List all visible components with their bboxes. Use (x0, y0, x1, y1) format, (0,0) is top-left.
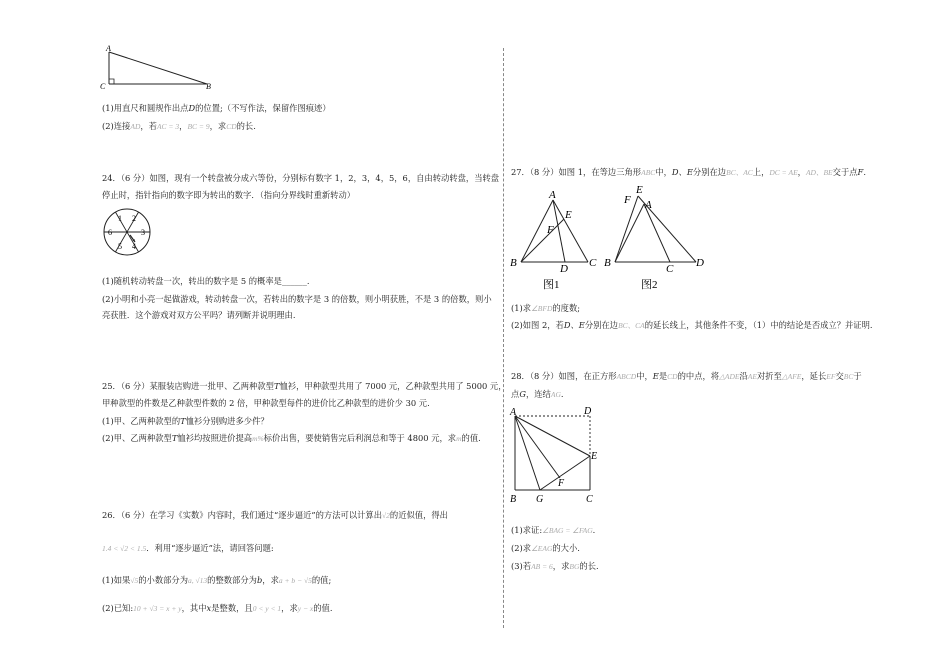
fig1-label-C: C (589, 257, 597, 269)
fig1-label-E: E (565, 209, 572, 221)
fig1-label-B: B (510, 257, 517, 269)
label-C: C (100, 82, 106, 91)
fig2-caption: 图2 (641, 279, 658, 291)
q25-part1: (1)甲、乙两种款型的T恤衫分别购进多少件？ (102, 416, 269, 426)
label-A: A (106, 44, 111, 53)
q23-part1: (1)用直尺和圆规作出点D的位置;（不写作法，保留作图痕迹） (102, 103, 331, 113)
sq-label-B: B (510, 494, 517, 505)
label-B: B (206, 82, 211, 91)
spinner-number-6: 6 (108, 228, 112, 237)
q24-part2-line2: 亮获胜．这个游戏对双方公平吗？请列断并说明理由. (102, 310, 296, 320)
sq-label-A: A (510, 407, 517, 418)
q25-stem-line1: 25．（6 分）某服装店购进一批甲、乙两种款型T恤衫，甲种款型共用了 7000 元，乙种款型共用了 5000 元， (102, 381, 507, 391)
spinner-number-2: 2 (132, 214, 136, 223)
q24-part2-line1: (2)小明和小亮一起做游戏，转动转盘一次，若转出的数字是 3 的倍数，则小明获胜，不是 3 的倍数，则小 (102, 294, 492, 304)
fig2-label-C: C (666, 263, 674, 275)
q27-figure-2 (602, 186, 710, 292)
q28-stem-line1: 28．（8 分）如图，在正方形ABCD中，E是CD的中点，将△ADE沿AE对折至△AFE，延长EF交BC于 (511, 371, 862, 381)
fig2-label-F: F (624, 194, 631, 206)
fig1-caption: 图1 (543, 279, 560, 291)
q24-part1: (1)随机转动转盘一次，转出的数字是 5 的概率是______. (102, 276, 310, 286)
spinner-number-3: 3 (141, 228, 145, 237)
q26-part2: (2)已知:10 + √3 = x + y，其中x是整数，且0 < y < 1，求y − x的值. (102, 603, 333, 613)
fig2-label-D: D (696, 257, 704, 269)
column-divider (503, 48, 504, 628)
fig2-label-B: B (604, 257, 611, 269)
sq-label-F: F (558, 478, 565, 489)
q24-stem-line2: 停止时，指针指向的数字即为转出的数字．（指向分界线时重新转动） (102, 190, 356, 200)
q27-figure-1 (508, 186, 608, 292)
q27-part2: (2)如图 2，若D、E分别在边BC、CA的延长线上，其他条件不变，（1）中的结论是否成立？并证明. (511, 320, 873, 330)
q28-square-figure (508, 404, 608, 506)
fig1-label-A: A (549, 189, 556, 201)
q28-stem-line2: 点G，连结AG. (511, 389, 564, 399)
fig2-label-A: A (645, 199, 652, 211)
sq-label-D: D (584, 406, 592, 417)
q23-part2: (2)连接AD，若AC = 3，BC = 9，求CD的长. (102, 121, 256, 131)
q25-stem-line2: 甲种款型的件数是乙种款型件数的 2 倍，甲种款型每件的进价比乙种款型的进价少 30 元. (102, 398, 430, 408)
q25-part2: (2)甲、乙两种款型T恤衫均按照进价提高m%标价出售，要使销售完后利润总和等于 4800 元，求m的值. (102, 433, 481, 443)
q28-part1: (1)求证:∠BAG = ∠FAG. (511, 525, 596, 535)
q27-part1: (1)求∠BFD的度数; (511, 303, 581, 313)
q26-stem-line2: 1.4 < √2 < 1.5．利用“逐步逼近”法，请回答问题: (102, 543, 274, 553)
q26-stem-line1: 26．（6 分）在学习《实数》内容时，我们通过“逐步逼近”的方法可以计算出√2的近似值，得出 (102, 510, 448, 520)
q28-part3: (3)若AB = 6，求BG的长. (511, 561, 599, 571)
q24-spinner (102, 207, 154, 259)
fig2-label-E: E (636, 184, 643, 196)
q26-part1: (1)如果√5的小数部分为a, √13的整数部分为b，求a + b − √5的值; (102, 575, 332, 585)
q28-part2: (2)求∠EAG的大小. (511, 543, 580, 553)
fig1-label-F: F (547, 224, 554, 236)
spinner-number-5: 5 (118, 242, 122, 251)
q24-stem-line1: 24．（6 分）如图，现有一个转盘被分成六等份，分别标有数字 1，2，3，4，5，6，自由转动转盘，当转盘 (102, 173, 500, 183)
q27-stem: 27．（8 分）如图 1，在等边三角形ABC中，D、E分别在边BC、AC上，DC = AE，AD、BE交于点F. (511, 167, 866, 177)
sq-label-G: G (536, 494, 544, 505)
spinner-number-1: 1 (118, 214, 122, 223)
spinner-number-4: 4 (132, 242, 136, 251)
fig1-label-D: D (560, 263, 568, 275)
sq-label-C: C (586, 494, 593, 505)
sq-label-E: E (591, 451, 598, 462)
q23-triangle-figure (100, 44, 220, 94)
